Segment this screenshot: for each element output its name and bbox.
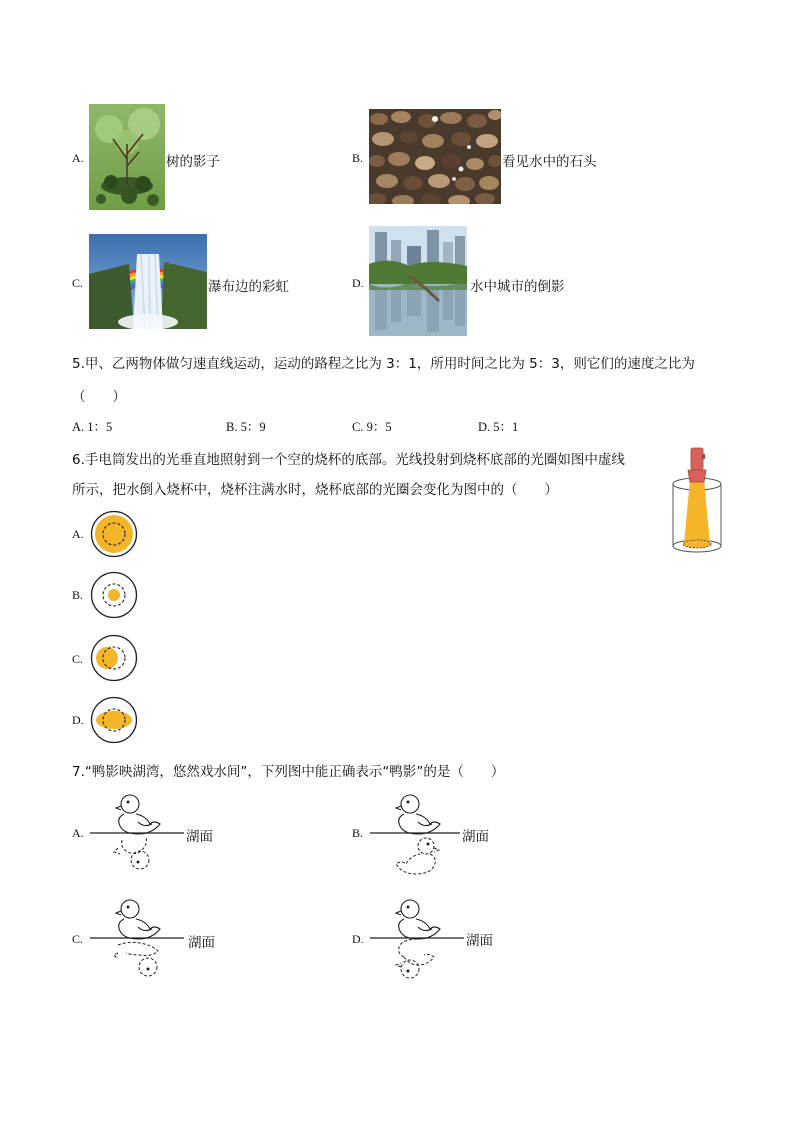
- lake-surface-label: 湖面: [188, 935, 215, 951]
- q6-stem-line2: 所示，把水倒入烧杯中，烧杯注满水时，烧杯底部的光圈会变化为图中的（ ）: [72, 482, 558, 498]
- q5-option-c: C. 9：5: [352, 420, 392, 434]
- waterfall-rainbow-photo: [89, 234, 207, 329]
- duck-reflection-diagram: [88, 790, 188, 880]
- stones-in-water-photo: [369, 109, 501, 204]
- option-caption: 看见水中的石头: [502, 154, 597, 170]
- option-letter: B.: [72, 588, 84, 602]
- option-letter: D.: [352, 932, 364, 946]
- q5-blank: （ ）: [72, 389, 126, 405]
- q5-option-b: B. 5：9: [226, 420, 266, 434]
- q5-stem: 5.甲、乙两物体做匀速直线运动，运动的路程之比为 3：1，所用时间之比为 5：3，则它们的速度之比为: [72, 356, 695, 372]
- duck-reflection-diagram: [368, 893, 468, 983]
- option-letter: B.: [352, 151, 364, 165]
- q6-stem-line1: 6.手电筒发出的光垂直地照射到一个空的烧杯的底部。光线投射到烧杯底部的光圈如图中虚线: [72, 452, 625, 468]
- option-letter: C.: [72, 652, 84, 666]
- tree-shadow-photo: [89, 104, 165, 210]
- option-letter: A.: [72, 826, 84, 840]
- light-circle-diagram: [90, 696, 138, 744]
- option-letter: A.: [72, 151, 84, 165]
- q5-option-a: A. 1：5: [72, 420, 113, 434]
- flashlight-beaker-figure: [668, 446, 726, 558]
- option-letter: B.: [352, 826, 364, 840]
- light-circle-diagram: [90, 571, 138, 619]
- option-caption: 水中城市的倒影: [470, 279, 565, 295]
- city-reflection-photo: [369, 226, 467, 336]
- lake-surface-label: 湖面: [462, 829, 489, 845]
- lake-surface-label: 湖面: [466, 933, 493, 949]
- lake-surface-label: 湖面: [186, 829, 213, 845]
- option-caption: 瀑布边的彩虹: [208, 279, 289, 295]
- q5-option-d: D. 5：1: [478, 420, 519, 434]
- option-letter: D.: [352, 276, 364, 290]
- option-letter: C.: [72, 932, 84, 946]
- q7-stem: 7.“鸭影映湖湾，悠然戏水间”，下列图中能正确表示“鸭影”的是（ ）: [72, 764, 505, 780]
- option-caption: 树的影子: [166, 154, 220, 170]
- option-letter: A.: [72, 527, 84, 541]
- light-circle-diagram: [90, 510, 138, 558]
- option-letter: D.: [72, 713, 84, 727]
- duck-reflection-diagram: [368, 790, 468, 880]
- duck-reflection-diagram: [88, 893, 188, 983]
- option-letter: C.: [72, 276, 84, 290]
- light-circle-diagram: [90, 634, 138, 682]
